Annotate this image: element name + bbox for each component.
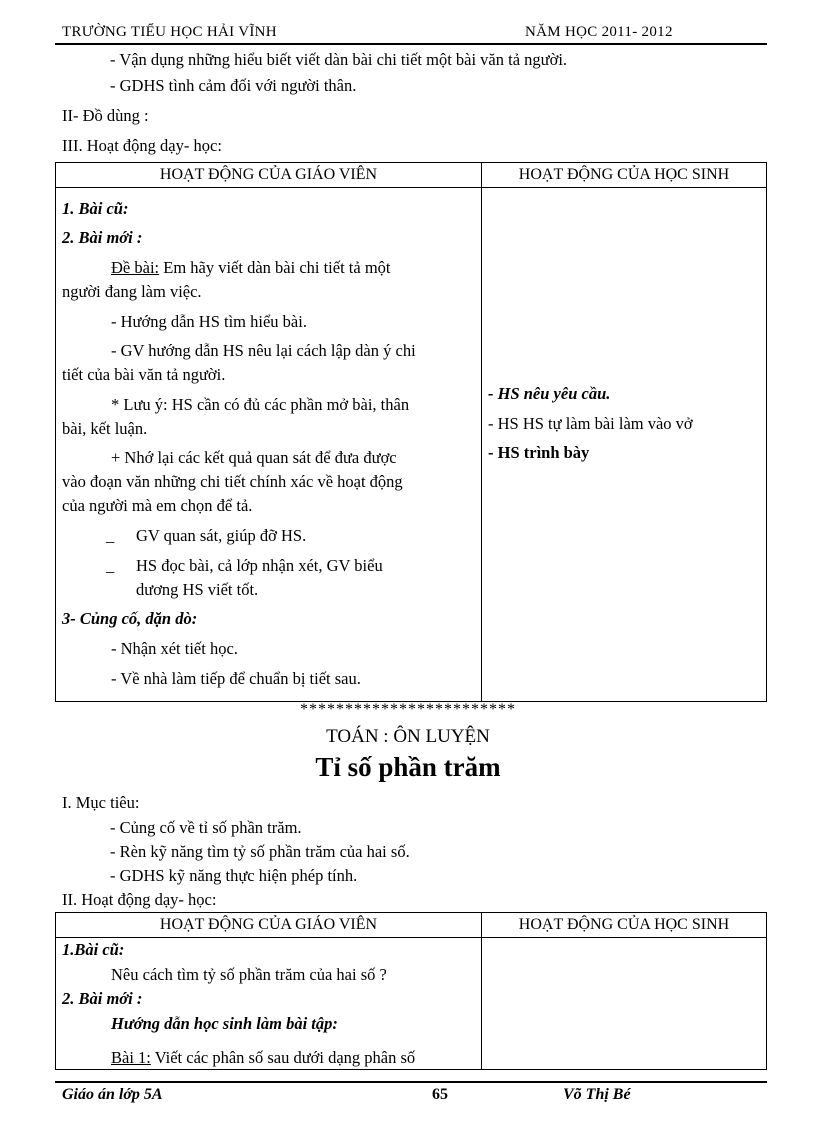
goal-2: - Rèn kỹ năng tìm tỷ số phần trăm của hai số. — [110, 842, 410, 861]
goal-1: - Củng cố về tỉ số phần trăm. — [110, 818, 302, 837]
student-self-work: - HS HS tự làm bài làm vào vở — [488, 414, 693, 433]
activities-table-2 — [55, 912, 767, 1070]
new-lesson-heading: 2. Bài mới : — [62, 228, 143, 247]
section-materials: II- Đồ dùng : — [62, 106, 149, 125]
intro-line-2: - GDHS tình cảm đối với người thân. — [110, 76, 357, 95]
goal-3: - GDHS kỹ năng thực hiện phép tính. — [110, 866, 358, 885]
exercise-1-label: Bài 1: — [111, 1048, 151, 1067]
recall-line-2: vào đoạn văn những chi tiết chính xác về hoạt động — [62, 472, 403, 491]
student-present: - HS trình bày — [488, 443, 590, 462]
student-activities-2 — [482, 938, 767, 1070]
gv-guide-line-2: tiết của bài văn tả người. — [62, 365, 226, 384]
wrap-up-heading: 3- Củng cố, dặn dò: — [62, 609, 198, 628]
exercise-1-text: Viết các phân số sau dưới dạng phân số — [150, 1048, 416, 1067]
intro-line-1: - Vận dụng những hiểu biết viết dàn bài chi tiết một bài văn tả người. — [110, 50, 568, 69]
homework-line: - Về nhà làm tiếp để chuẩn bị tiết sau. — [111, 669, 361, 688]
gv-guide-line-1: - GV hướng dẫn HS nêu lại cách lập dàn ý chi — [111, 341, 416, 360]
section-activities: III. Hoạt động dạy- học: — [62, 136, 222, 155]
teacher-activities-2 — [56, 938, 482, 1070]
col-student-header: HOẠT ĐỘNG CỦA HỌC SINH — [482, 163, 767, 188]
observe-line: GV quan sát, giúp đỡ HS. — [136, 526, 307, 545]
review-line: - Nhận xét tiết học. — [111, 639, 238, 658]
note-line-1: * Lưu ý: HS cần có đủ các phần mở bài, thân — [111, 395, 410, 414]
school-year: NĂM HỌC 2011- 2012 — [525, 24, 673, 40]
topic-continued: người đang làm việc. — [62, 282, 202, 301]
old-lesson-heading-2: 1.Bài cũ: — [62, 940, 125, 959]
note-line-2: bài, kết luận. — [62, 419, 148, 438]
activities-table-1 — [55, 162, 767, 702]
topic-line — [111, 258, 473, 278]
header-rule — [55, 43, 767, 45]
section-activities-2: II. Hoạt động dạy- học: — [62, 890, 217, 909]
footer-author: Võ Thị Bé — [563, 1086, 631, 1103]
dash-marker: _ — [106, 526, 115, 545]
old-lesson-heading: 1. Bài cũ: — [62, 199, 129, 218]
lesson-subject: TOÁN : ÔN LUYỆN — [326, 726, 490, 747]
student-activities — [482, 188, 767, 702]
topic-text: Em hãy viết dàn bài chi tiết tả một — [159, 258, 391, 277]
separator: ************************ — [300, 701, 516, 718]
school-name: TRƯỜNG TIỂU HỌC HẢI VĨNH — [62, 24, 277, 40]
old-lesson-question: Nêu cách tìm tỷ số phần trăm của hai số ? — [111, 965, 387, 984]
exercise-guide-heading: Hướng dẫn học sinh làm bài tập: — [111, 1014, 338, 1033]
read-line-2: dương HS viết tốt. — [136, 580, 259, 599]
dash-marker: _ — [106, 556, 115, 575]
new-lesson-heading-2: 2. Bài mới : — [62, 989, 143, 1008]
guide-line: - Hướng dẫn HS tìm hiểu bài. — [111, 312, 307, 331]
lesson-title: Tỉ số phần trăm — [315, 752, 501, 782]
teacher-activities — [56, 188, 482, 702]
page-number: 65 — [432, 1086, 448, 1103]
exercise-1-line — [111, 1048, 473, 1068]
footer-rule — [55, 1081, 767, 1083]
student-request: - HS nêu yêu cầu. — [488, 384, 611, 403]
col-teacher-header: HOẠT ĐỘNG CỦA GIÁO VIÊN — [56, 163, 482, 188]
topic-label: Đề bài: — [111, 258, 160, 277]
recall-line-1: + Nhớ lại các kết quả quan sát để đưa được — [111, 448, 397, 467]
section-goals: I. Mục tiêu: — [62, 793, 140, 812]
col-teacher-header: HOẠT ĐỘNG CỦA GIÁO VIÊN — [56, 913, 482, 938]
recall-line-3: của người mà em chọn để tả. — [62, 496, 253, 515]
read-line-1: HS đọc bài, cả lớp nhận xét, GV biểu — [136, 556, 383, 575]
col-student-header: HOẠT ĐỘNG CỦA HỌC SINH — [482, 913, 767, 938]
footer-class: Giáo án lớp 5A — [62, 1086, 163, 1103]
